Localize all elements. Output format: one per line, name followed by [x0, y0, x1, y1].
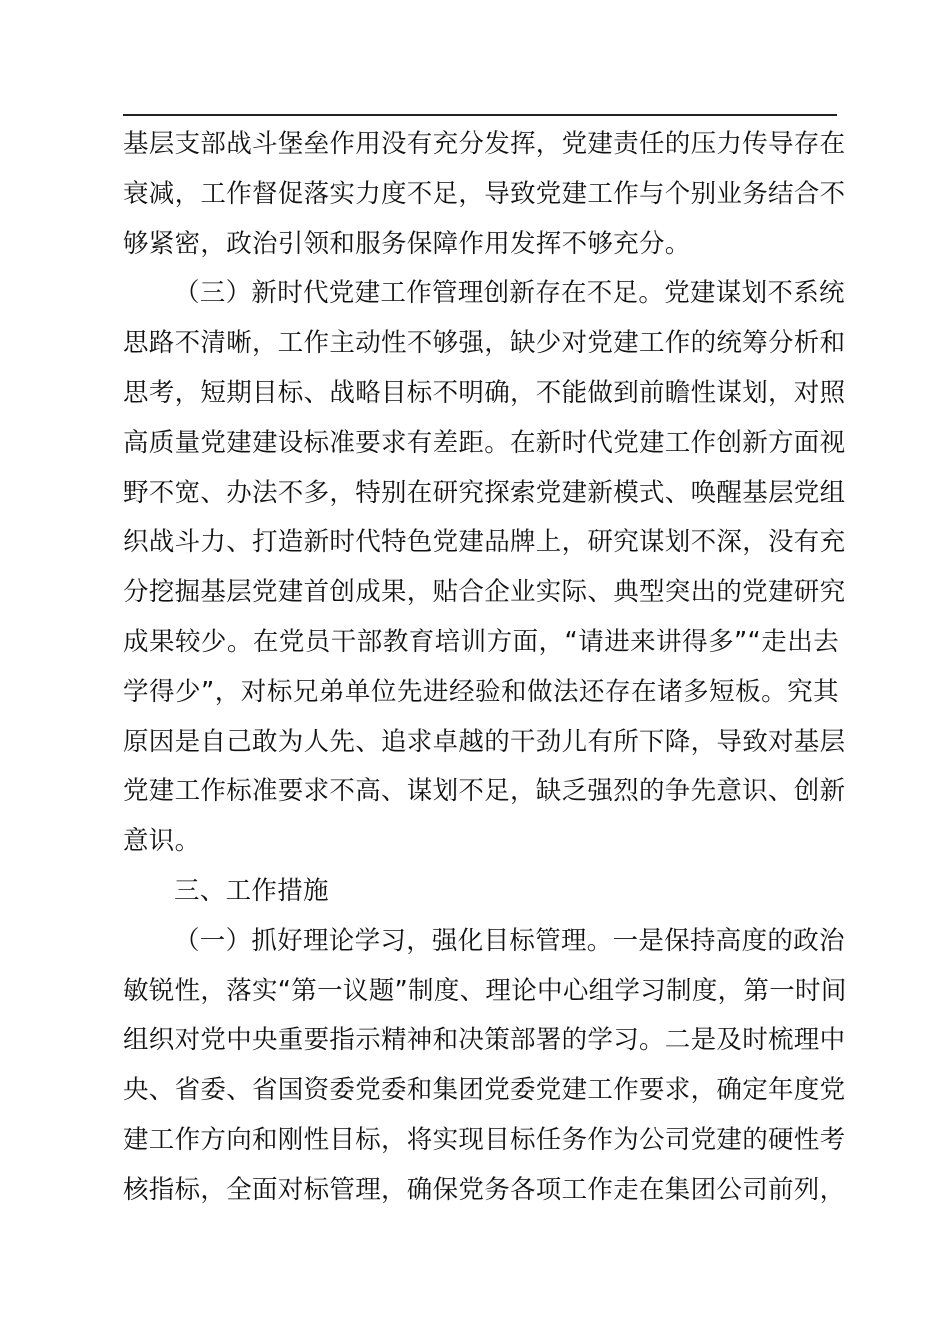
text-line: （三）新时代党建工作管理创新存在不足。党建谋划不系统 — [174, 278, 845, 309]
text-line: 组织对党中央重要指示精神和决策部署的学习。二是及时梳理中 — [123, 1025, 846, 1056]
text-line: （一）抓好理论学习，强化目标管理。一是保持高度的政治 — [174, 925, 845, 956]
text-line: 意识。 — [123, 826, 201, 857]
text-line: 基层支部战斗堡垒作用没有充分发挥，党建责任的压力传导存在 — [123, 129, 846, 159]
text-line: 成果较少。在党员干部教育培训方面，“请进来讲得多”“走出去 — [123, 626, 839, 657]
text-line: 思路不清晰，工作主动性不够强，缺少对党建工作的统筹分析和 — [123, 328, 846, 359]
text-line: 三、工作措施 — [174, 875, 329, 906]
text-line: 思考，短期目标、战略目标不明确，不能做到前瞻性谋划，对照 — [123, 377, 846, 408]
text-line: 党建工作标准要求不高、谋划不足，缺乏强烈的争先意识、创新 — [123, 776, 846, 807]
header-rule — [123, 114, 837, 116]
text-line: 衰减，工作督促落实力度不足，导致党建工作与个别业务结合不 — [123, 178, 846, 209]
text-line: 分挖掘基层党建首创成果，贴合企业实际、典型突出的党建研究 — [123, 577, 846, 608]
text-line: 学得少”，对标兄弟单位先进经验和做法还存在诸多短板。究其 — [123, 676, 839, 707]
text-line: 敏锐性，落实“第一议题”制度、理论中心组学习制度，第一时间 — [123, 975, 847, 1006]
text-line: 原因是自己敢为人先、追求卓越的干劲儿有所下降，导致对基层 — [123, 726, 846, 757]
text-line: 央、省委、省国资委党委和集团党委党建工作要求，确定年度党 — [123, 1075, 846, 1106]
text-line: 织战斗力、打造新时代特色党建品牌上，研究谋划不深，没有充 — [123, 527, 846, 558]
text-line: 建工作方向和刚性目标，将实现目标任务作为公司党建的硬性考 — [123, 1124, 846, 1155]
document-body — [123, 120, 847, 1216]
text-line: 高质量党建建设标准要求有差距。在新时代党建工作创新方面视 — [123, 427, 846, 458]
text-line: 核指标，全面对标管理，确保党务各项工作走在集团公司前列， — [123, 1174, 846, 1205]
text-line: 野不宽、办法不多，特别在研究探索党建新模式、唤醒基层党组 — [123, 477, 846, 508]
text-line: 够紧密，政治引领和服务保障作用发挥不够充分。 — [123, 228, 691, 259]
